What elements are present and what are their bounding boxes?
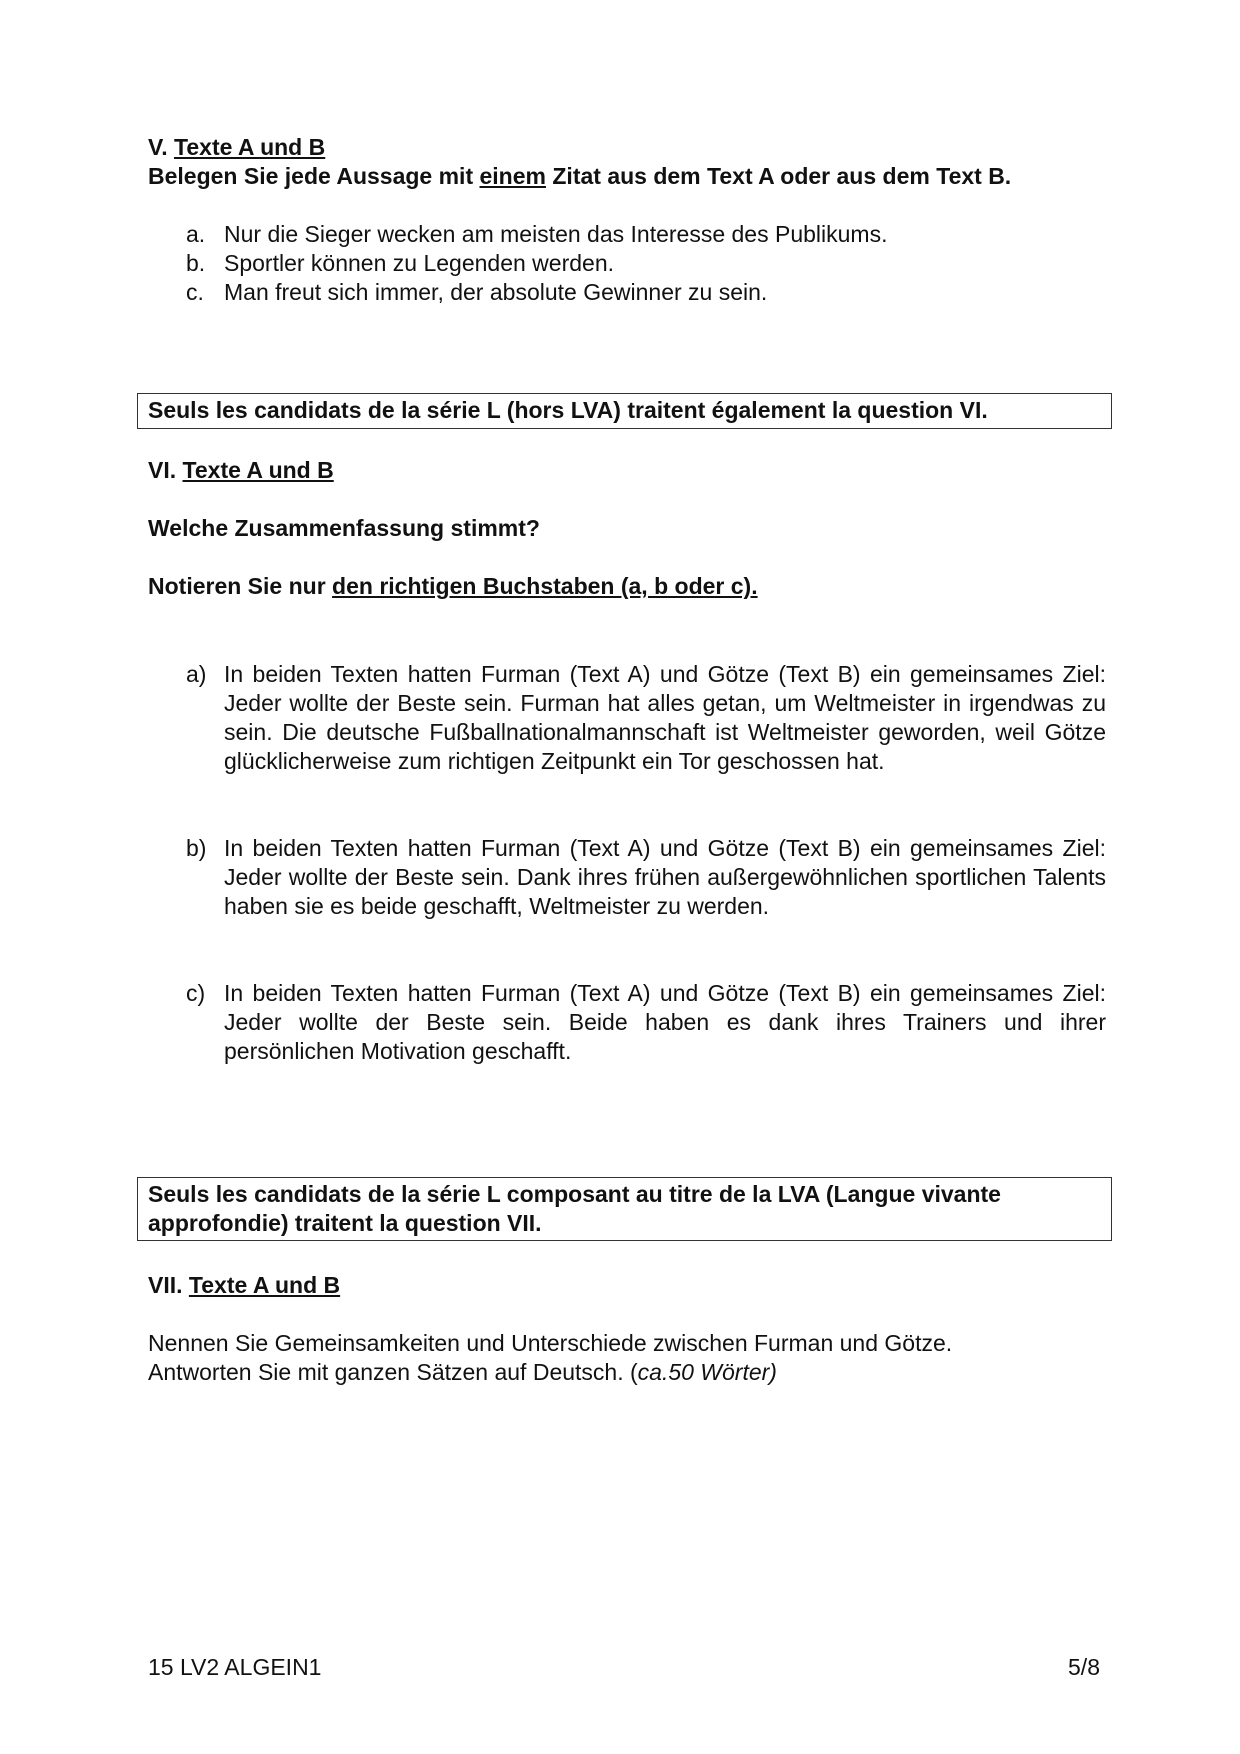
section-vi-number: VI. [148,457,177,483]
option-c: c) In beiden Texten hatten Furman (Text A) und Götze (Text B) ein gemeinsames Ziel: Jeder wollte der Beste sein. Beide haben es dank ihres Trainers und ihrer persönlichen Motivation geschafft. [186,980,1106,1064]
section-vii-number: VII. [148,1272,183,1298]
emphasis: einem [479,163,546,189]
option-a: a) In beiden Texten hatten Furman (Text A) und Götze (Text B) ein gemeinsames Ziel: Jeder wollte der Beste sein. Furman hat alles getan, um Weltmeister in irgendwas zu sein. Die deutsche Fußballnationalmannschaft ist Weltmeister geworden, weil Götze glücklicherweise zum richtigen Zeitpunkt ein Tor geschossen hat. [186,661,1106,774]
section-vi-title: Texte A und B [182,457,334,483]
footer-code: 15 LV2 ALGEIN1 [148,1654,322,1680]
option-b: b) In beiden Texten hatten Furman (Text A) und Götze (Text B) ein gemeinsames Ziel: Jeder wollte der Beste sein. Dank ihres frühen außergewöhnlichen sportlichen Talents haben sie es beide geschafft, Weltmeister zu werden. [186,835,1106,919]
section-vii-line1: Nennen Sie Gemeinsamkeiten und Unterschiede zwischen Furman und Götze. [148,1330,953,1356]
section-vii-title: Texte A und B [188,1272,341,1298]
section-vi-heading [148,456,334,485]
section-v-heading [148,133,325,162]
notice-box-vii: Seuls les candidats de la série L composant au titre de la LVA (Langue vivante approfondie) traitent la question VII. [137,1177,1112,1241]
section-vi-question: Welche Zusammenfassung stimmt? [148,515,540,541]
section-v-number: V. [148,134,168,160]
section-vii-line2: Antworten Sie mit ganzen Sätzen auf Deutsch. (ca.50 Wörter) [148,1359,777,1385]
section-vii-heading [148,1271,340,1300]
section-v-instruction: Belegen Sie jede Aussage mit einem Zitat aus dem Text A oder aus dem Text B. [148,163,1012,189]
section-vi-instruction: Notieren Sie nur den richtigen Buchstaben (a, b oder c). [148,573,758,599]
word-count-hint: ca.50 Wörter) [637,1359,777,1385]
notice-box-vi: Seuls les candidats de la série L (hors LVA) traitent également la question VI. [137,393,1112,429]
section-v-title: Texte A und B [174,134,326,160]
page-number: 5/8 [1068,1654,1100,1680]
emphasis: den richtigen Buchstaben (a, b oder c). [332,573,758,599]
